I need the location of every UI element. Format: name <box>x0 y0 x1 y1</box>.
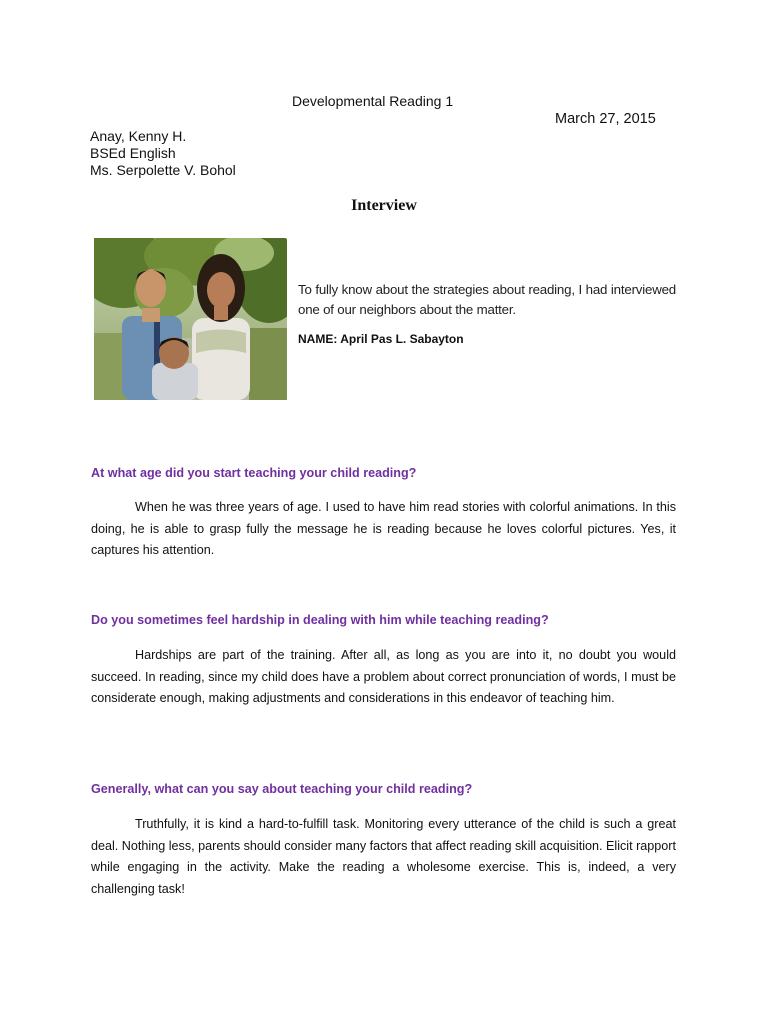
answer-2-text: Hardships are part of the training. After all, as long as you are into it, no doubt you would succeed. In reading, since my child does have a problem about correct pronunciation of words, I must be considerate enough, making adjustments and considerations in this endeavor of teaching him. <box>91 648 676 705</box>
answer-2 <box>91 645 676 710</box>
answer-1 <box>91 497 676 562</box>
document-date: March 27, 2015 <box>555 111 656 127</box>
course-title: Developmental Reading 1 <box>292 93 454 109</box>
question-2: Do you sometimes feel hardship in dealing with him while teaching reading? <box>91 613 549 627</box>
instructor-name: Ms. Serpolette V. Bohol <box>90 162 236 178</box>
author-block <box>90 128 236 179</box>
answer-1-text: When he was three years of age. I used to have him read stories with colorful animations. In this doing, he is able to grasp fully the message he is reading because he loves colorful pictures. Yes, it captures his attention. <box>91 500 676 557</box>
interviewee-name: NAME: April Pas L. Sabayton <box>298 332 464 346</box>
family-photo-image <box>94 238 287 400</box>
answer-3 <box>91 814 676 900</box>
family-photo <box>94 238 287 400</box>
answer-3-text: Truthfully, it is kind a hard-to-fulfill task. Monitoring every utterance of the child is such a great deal. Nothing less, parents should consider many factors that affect reading skill acquisition. Elicit rapport while engaging in the activity. Make the reading a wholesome exercise. This is, indeed, a very challenging task! <box>91 817 676 896</box>
program-name: BSEd English <box>90 145 176 161</box>
intro-paragraph: To fully know about the strategies about reading, I had interviewed one of our neighbors about the matter. <box>298 282 676 317</box>
page-title: Interview <box>351 197 417 214</box>
author-name: Anay, Kenny H. <box>90 128 187 144</box>
question-1: At what age did you start teaching your child reading? <box>91 466 417 480</box>
question-3: Generally, what can you say about teaching your child reading? <box>91 782 473 796</box>
